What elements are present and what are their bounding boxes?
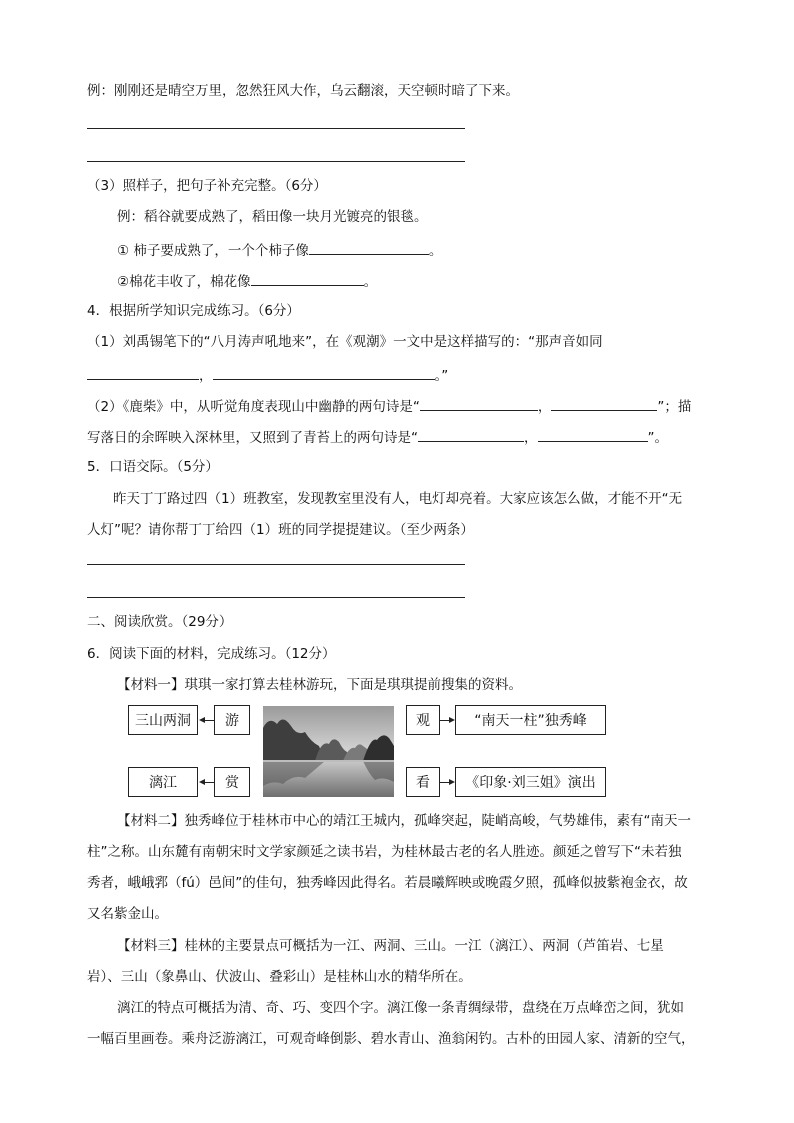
arrow-line bbox=[204, 720, 214, 721]
quote-end: ”。 bbox=[647, 430, 668, 446]
arrow-left-icon bbox=[199, 779, 205, 785]
box-three-mountains-two-caves: 三山两洞 bbox=[128, 705, 198, 735]
q3-heading: （3）照样子，把句子补充完整。（6分） bbox=[87, 178, 327, 194]
fill-blank[interactable] bbox=[420, 396, 538, 411]
paragraph-li-river-1: 漓江的特点可概括为清、奇、巧、变四个字。漓江像一条青绸绿带，盘绕在万点峰峦之间，犹如 bbox=[117, 1000, 684, 1016]
q3-example: 例：稻谷就要成熟了，稻田像一块月光镀亮的银毯。 bbox=[117, 209, 428, 225]
arrow-line bbox=[440, 782, 449, 783]
box-verb-shang: 赏 bbox=[214, 767, 250, 797]
q4-part1-line2 bbox=[87, 365, 448, 385]
arrow-line bbox=[440, 720, 449, 721]
q3-item-2 bbox=[117, 271, 377, 291]
box-verb-you: 游 bbox=[214, 705, 250, 735]
answer-line[interactable] bbox=[87, 597, 465, 598]
comma: ， bbox=[199, 368, 213, 384]
fill-blank[interactable] bbox=[251, 271, 364, 286]
box-verb-guan: 观 bbox=[406, 705, 440, 735]
material-2-line-4: 又名紫金山。 bbox=[87, 906, 168, 922]
q4-part1-line1: （1）刘禹锡笔下的“八月涛声吼地来”，在《观潮》一文中是这样描写的：“那声音如同 bbox=[87, 334, 603, 350]
guilin-landscape-photo bbox=[263, 706, 394, 797]
box-li-river: 漓江 bbox=[128, 767, 198, 797]
box-impression-show: 《印象·刘三姐》演出 bbox=[455, 767, 606, 797]
q5-line-2: 人灯”呢？请你帮丁丁给四（1）班的同学提提建议。（至少两条） bbox=[87, 522, 474, 538]
q4-part2-text: （2）《鹿柴》中，从听觉角度表现山中幽静的两句诗是“ bbox=[87, 399, 420, 415]
q6-heading: 6．阅读下面的材料，完成练习。（12分） bbox=[87, 646, 336, 662]
fill-blank[interactable] bbox=[538, 427, 648, 442]
material-3-line-1: 【材料三】桂林的主要景点可概括为一江、两洞、三山。一江（漓江）、两洞（芦笛岩、七星 bbox=[117, 938, 664, 954]
paragraph-li-river-2: 一幅百里画卷。乘舟泛游漓江，可观奇峰倒影、碧水青山、渔翁闲钓。古朴的田园人家、清新的空气， bbox=[87, 1031, 695, 1047]
q4-part2-line1 bbox=[87, 396, 691, 416]
material-3-line-2: 岩）、三山（象鼻山、伏波山、叠彩山）是桂林山水的精华所在。 bbox=[87, 969, 472, 985]
fill-blank[interactable] bbox=[418, 427, 524, 442]
example-sentence: 例：刚刚还是晴空万里，忽然狂风大作，乌云翻滚，天空顿时暗了下来。 bbox=[87, 83, 519, 99]
fill-blank[interactable] bbox=[213, 365, 435, 380]
q5-line-1: 昨天丁丁路过四（1）班教室，发现教室里没有人，电灯却亮着。大家应该怎么做，才能不开“无 bbox=[113, 491, 683, 507]
material-2-line-1: 【材料二】独秀峰位于桂林市中心的靖江王城内，孤峰突起，陡峭高峻，气势雄伟，素有“南天一 bbox=[117, 813, 691, 829]
q3-item-2-text: ②棉花丰收了，棉花像 bbox=[117, 274, 251, 290]
quote-end: 。” bbox=[434, 368, 449, 384]
end-mark: 。 bbox=[428, 243, 443, 259]
answer-line[interactable] bbox=[87, 128, 465, 129]
q3-item-1-text: ① 柿子要成熟了，一个个柿子像 bbox=[117, 243, 309, 259]
fill-blank[interactable] bbox=[551, 396, 657, 411]
section-2-heading: 二、阅读欣赏。（29分） bbox=[87, 614, 233, 630]
comma: ， bbox=[524, 430, 538, 446]
arrow-left-icon bbox=[199, 717, 205, 723]
q3-item-1 bbox=[117, 240, 442, 260]
fill-blank[interactable] bbox=[309, 240, 429, 255]
comma: ， bbox=[537, 399, 552, 415]
q4-part2-text: 写落日的余晖映入深林里，又照到了青苔上的两句诗是“ bbox=[87, 430, 418, 446]
box-duxiu-peak: “南天一柱”独秀峰 bbox=[455, 705, 606, 735]
arrow-line bbox=[204, 782, 214, 783]
box-verb-kan: 看 bbox=[406, 767, 440, 797]
material-2-line-3: 秀者，峨峨郛（fú）邑间”的佳句，独秀峰因此得名。若晨曦辉映或晚霞夕照，孤峰似披紫袍金衣，故 bbox=[87, 875, 688, 891]
answer-line[interactable] bbox=[87, 564, 465, 565]
q5-heading: 5．口语交际。（5分） bbox=[87, 459, 219, 475]
material-2-line-2: 柱”之称。山东麓有南朝宋时文学家颜延之读书岩，为桂林最古老的名人胜迹。颜延之曾写下“未若独 bbox=[87, 844, 682, 860]
answer-line[interactable] bbox=[87, 161, 465, 162]
fill-blank[interactable] bbox=[87, 365, 199, 380]
q4-heading: 4．根据所学知识完成练习。（6分） bbox=[87, 303, 300, 319]
q4-part2-line2 bbox=[87, 427, 668, 447]
material-1: 【材料一】琪琪一家打算去桂林游玩，下面是琪琪提前搜集的资料。 bbox=[117, 677, 522, 693]
landscape-photo-svg bbox=[263, 706, 394, 797]
end-mark: 。 bbox=[363, 274, 378, 290]
quote-end: ”；描 bbox=[657, 399, 692, 415]
